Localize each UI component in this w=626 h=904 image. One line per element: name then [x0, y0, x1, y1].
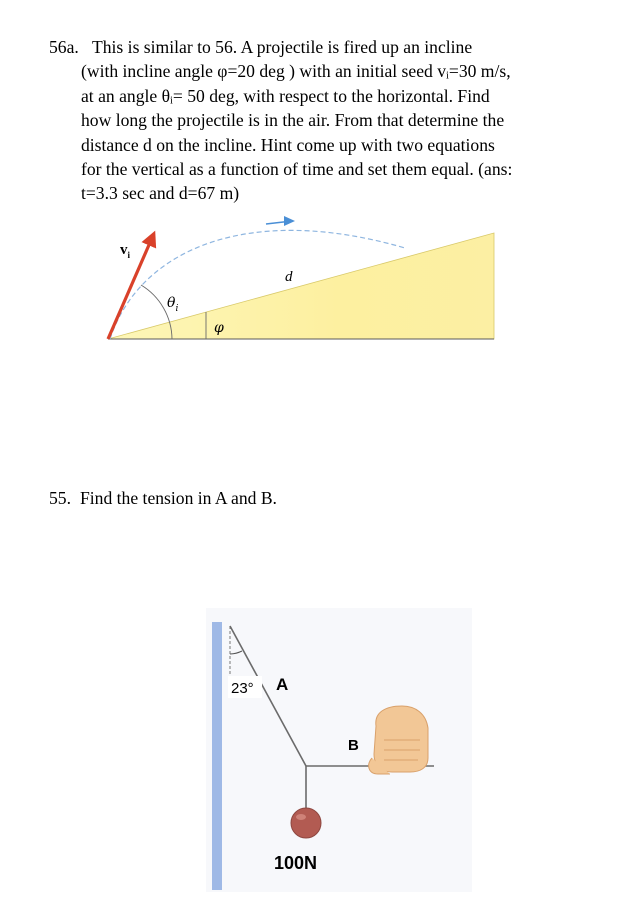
problem-number: 56a. [49, 37, 79, 57]
problem-text [81, 35, 589, 206]
problem-line: This is similar to 56. A projectile is fired up an incline [92, 37, 473, 57]
problem-line: (with incline angle φ=20 deg ) with an initial seed vᵢ=30 m/s, [81, 61, 511, 82]
trajectory-arrow-head [284, 216, 295, 226]
weight-ball-highlight [296, 814, 306, 820]
diagram-background [206, 608, 472, 892]
wall [212, 622, 222, 890]
incline-projectile-diagram [100, 208, 500, 358]
distance-label: d [285, 269, 293, 285]
problem-line: t=3.3 sec and d=67 m) [81, 183, 240, 204]
problem-line: for the vertical as a function of time and set them equal. (ans: [81, 159, 513, 180]
problem-number: 55. [49, 488, 71, 508]
angle-label: 23° [231, 680, 254, 697]
weight-ball [291, 808, 321, 838]
problem-line: distance d on the incline. Hint come up with two equations [81, 134, 495, 155]
incline-angle-label: φ [214, 320, 224, 336]
problem-55 [49, 486, 589, 510]
velocity-label: $v_i$ [120, 242, 131, 260]
rope-b-label: B [348, 737, 359, 754]
problem-text: Find the tension in A and B. [80, 488, 277, 508]
problem-56a [49, 35, 589, 206]
incline-ramp [108, 233, 494, 339]
launch-angle-label: $\theta_i$ [167, 295, 179, 314]
problem-line: how long the projectile is in the air. From that determine the [81, 110, 505, 131]
tension-diagram [206, 608, 476, 898]
problem-line: at an angle θᵢ= 50 deg, with respect to the horizontal. Find [81, 85, 490, 106]
rope-a-label: A [276, 675, 289, 694]
weight-label: 100N [274, 853, 318, 873]
hand-icon [369, 706, 428, 774]
